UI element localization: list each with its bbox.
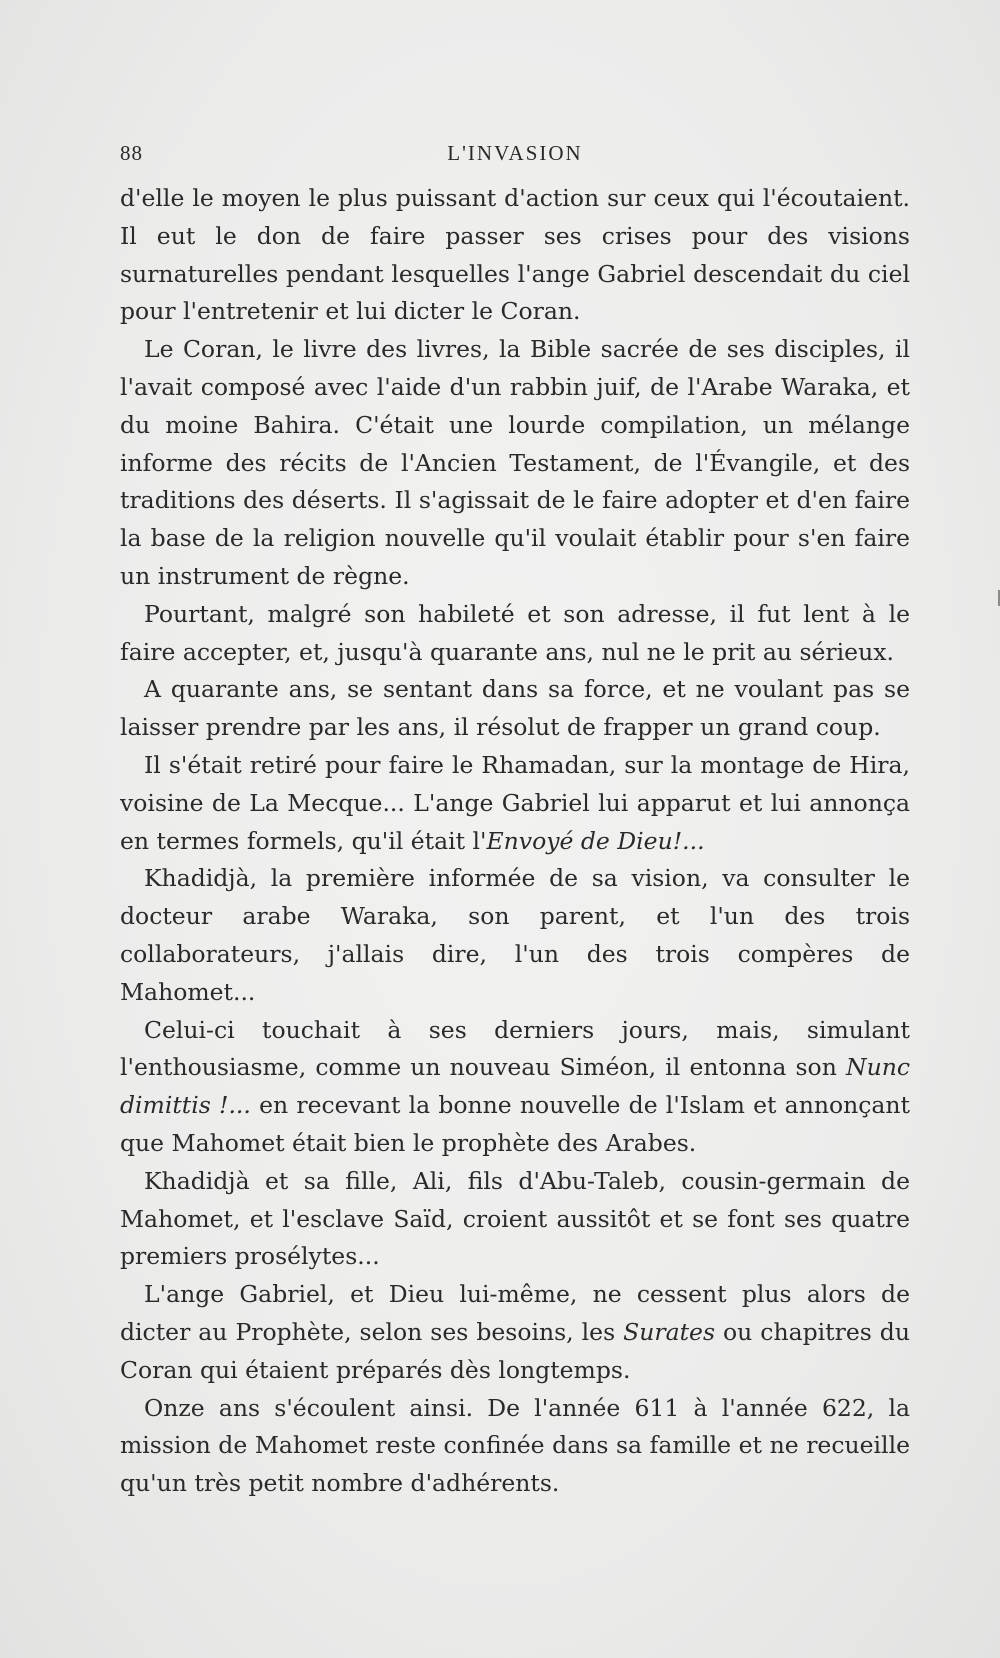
running-title: L'INVASION [447,141,583,165]
paragraph [120,180,910,331]
text-segment: Pourtant, malgré son habileté et son adresse, il fut lent à le faire accepter, et, jusqu'à quarante ans, nul ne le prit au sérieux. [120,599,910,666]
text-segment: en recevant la bonne nouvelle de l'Islam et annonçant que Mahomet était bien le prophète des Arabes. [120,1091,910,1157]
page-number: 88 [120,141,143,165]
paragraph [120,747,910,860]
paragraph [120,331,910,596]
text-segment: Khadidjà, la première informée de sa vision, va consulter le docteur arabe Waraka, son parent, et l'un des trois collaborateurs, j'allais dire, l'un des trois compères de Mahomet... [120,864,910,1006]
running-head [120,141,910,171]
italic-phrase: Nunc dimittis !... [120,1053,910,1120]
text-segment: A quarante ans, se sentant dans sa force, et ne voulant pas se laisser prendre par les ans, il résolut de frapper un grand coup. [120,675,910,742]
paragraph [120,1163,910,1276]
text-segment: Khadidjà et sa fille, Ali, fils d'Abu-Taleb, cousin-germain de Mahomet, et l'esclave Saïd, croient aussitôt et se font ses quatre premiers prosélytes... [120,1166,910,1271]
paragraph [120,1390,910,1503]
text-segment: Onze ans s'écoulent ainsi. De l'année 611 à l'année 622, la mission de Mahomet reste confinée dans sa famille et ne recueille qu'un très petit nombre d'adhérents. [120,1393,910,1498]
paragraph [120,1012,910,1163]
italic-phrase: Envoyé de Dieu!... [486,826,705,855]
text-segment: d'elle le moyen le plus puissant d'action sur ceux qui l'écoutaient. Il eut le don de faire passer ses crises pour des visions surnaturelles pendant lesquelles l'ange Gabriel descendait du ciel pour l'entretenir et lui dicter le Coran. [120,184,910,326]
italic-phrase: Surates [623,1317,716,1346]
paragraph [120,1276,910,1389]
paragraph [120,596,910,672]
text-segment: Celui-ci touchait à ses derniers jours, mais, simulant l'enthousiasme, comme un nouveau Siméon, il entonna son [120,1015,910,1082]
paragraph [120,860,910,1011]
text-segment: Il s'était retiré pour faire le Rhamadan, sur la montage de Hira, voisine de La Mecque... L'ange Gabriel lui apparut et lui annonça en termes formels, qu'il était l' [120,750,910,855]
text-segment: ou chapitres du Coran qui étaient préparés dès longtemps. [120,1317,910,1384]
text-segment: L'ange Gabriel, et Dieu lui-même, ne cessent plus alors de dicter au Prophète, selon ses besoins, les [120,1280,910,1346]
paragraph [120,671,910,747]
text-segment: Le Coran, le livre des livres, la Bible sacrée de ses disciples, il l'avait composé avec l'aide d'un rabbin juif, de l'Arabe Waraka, et du moine Bahira. C'était une lourde compilation, un mélange informe des récits de l'Ancien Testament, de l'Évangile, et des traditions des déserts. Il s'agissait de le faire adopter et d'en faire la base de la religion nouvelle qu'il voulait établir pour s'en faire un instrument de règne. [120,335,910,590]
body-text [120,180,910,1503]
